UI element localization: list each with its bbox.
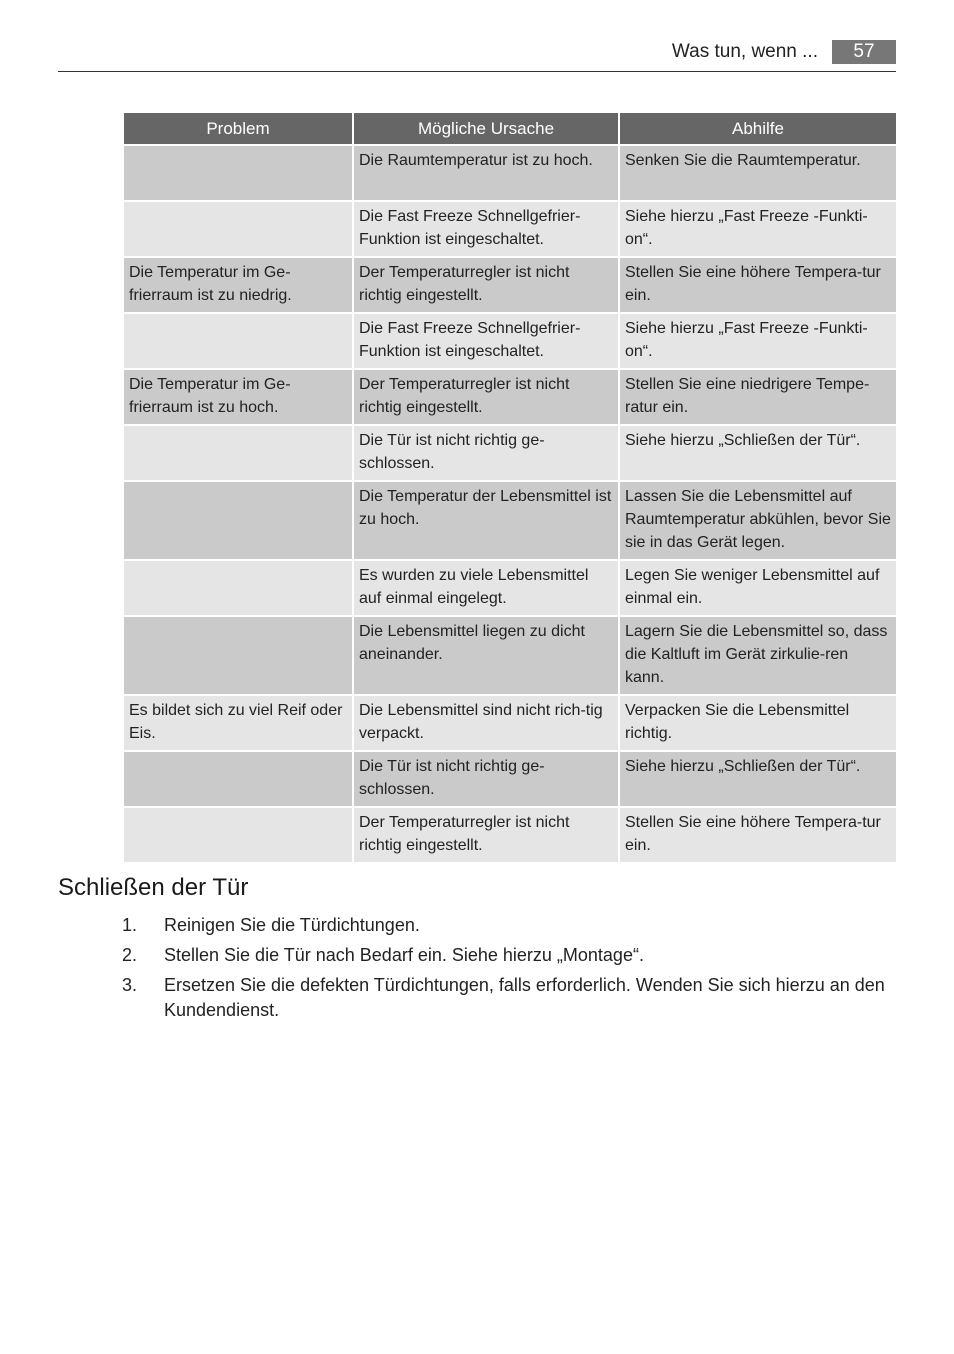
list-item [122,973,892,1023]
problem-cell [124,808,352,862]
table-row [124,146,896,200]
list-item [122,943,892,968]
cause-cell: Der Temperaturregler ist nicht richtig eingestellt. [354,370,618,424]
remedy-cell: Lagern Sie die Lebensmittel so, dass die Kaltluft im Gerät zirkulie-ren kann. [620,617,896,694]
table-row [124,314,896,368]
remedy-cell: Senken Sie die Raumtemperatur. [620,146,896,200]
cause-cell: Die Tür ist nicht richtig ge-schlossen. [354,426,618,480]
cause-cell: Die Raumtemperatur ist zu hoch. [354,146,618,200]
door-section-title: Schließen der Tür [58,874,249,901]
problem-cell: Die Temperatur im Ge-frierraum ist zu hoch. [124,370,352,424]
step-number: 3. [122,975,138,995]
table-row [124,202,896,256]
cause-cell: Die Lebensmittel sind nicht rich-tig verpackt. [354,696,618,750]
page-number: 57 [832,40,896,64]
step-text: Ersetzen Sie die defekten Türdichtungen, falls erforderlich. Wenden Sie sich hierzu an den Kundendienst. [164,975,885,1020]
table-header-row [124,113,896,144]
step-text: Stellen Sie die Tür nach Bedarf ein. Siehe hierzu „Montage“. [164,945,644,965]
cause-cell: Der Temperaturregler ist nicht richtig eingestellt. [354,258,618,312]
column-header-problem: Problem [124,113,352,144]
cause-cell: Die Fast Freeze Schnellgefrier-Funktion ist eingeschaltet. [354,314,618,368]
cause-cell: Die Fast Freeze Schnellgefrier-Funktion ist eingeschaltet. [354,202,618,256]
page-header [58,40,896,72]
remedy-cell: Siehe hierzu „Schließen der Tür“. [620,752,896,806]
problem-cell [124,314,352,368]
problem-cell [124,202,352,256]
problem-cell [124,146,352,200]
remedy-cell: Stellen Sie eine höhere Tempera-tur ein. [620,808,896,862]
cause-cell: Es wurden zu viele Lebensmittel auf einmal eingelegt. [354,561,618,615]
column-header-remedy: Abhilfe [620,113,896,144]
door-steps-list [122,913,892,1028]
table-row [124,370,896,424]
remedy-cell: Stellen Sie eine niedrigere Tempe-ratur ein. [620,370,896,424]
problem-cell [124,561,352,615]
problem-cell [124,426,352,480]
problem-cell [124,752,352,806]
remedy-cell: Siehe hierzu „Fast Freeze -Funkti-on“. [620,314,896,368]
remedy-cell: Lassen Sie die Lebensmittel auf Raumtemperatur abkühlen, bevor Sie sie in das Gerät legen. [620,482,896,559]
table-row [124,617,896,694]
table-row [124,808,896,862]
table-row [124,752,896,806]
problem-cell [124,482,352,559]
problem-cell: Es bildet sich zu viel Reif oder Eis. [124,696,352,750]
cause-cell: Die Temperatur der Lebensmittel ist zu hoch. [354,482,618,559]
problem-cell: Die Temperatur im Ge-frierraum ist zu niedrig. [124,258,352,312]
table-row [124,426,896,480]
troubleshooting-table [122,111,898,864]
remedy-cell: Stellen Sie eine höhere Tempera-tur ein. [620,258,896,312]
remedy-cell: Legen Sie weniger Lebensmittel auf einmal ein. [620,561,896,615]
remedy-cell: Verpacken Sie die Lebensmittel richtig. [620,696,896,750]
column-header-cause: Mögliche Ursache [354,113,618,144]
table-row [124,561,896,615]
cause-cell: Der Temperaturregler ist nicht richtig eingestellt. [354,808,618,862]
step-number: 2. [122,945,138,965]
problem-cell [124,617,352,694]
cause-cell: Die Lebensmittel liegen zu dicht aneinander. [354,617,618,694]
remedy-cell: Siehe hierzu „Schließen der Tür“. [620,426,896,480]
running-section-title: Was tun, wenn ... [671,41,818,62]
table-row [124,258,896,312]
step-text: Reinigen Sie die Türdichtungen. [164,915,420,935]
cause-cell: Die Tür ist nicht richtig ge-schlossen. [354,752,618,806]
step-number: 1. [122,915,138,935]
list-item [122,913,892,938]
remedy-cell: Siehe hierzu „Fast Freeze -Funkti-on“. [620,202,896,256]
table-row [124,696,896,750]
table-row [124,482,896,559]
